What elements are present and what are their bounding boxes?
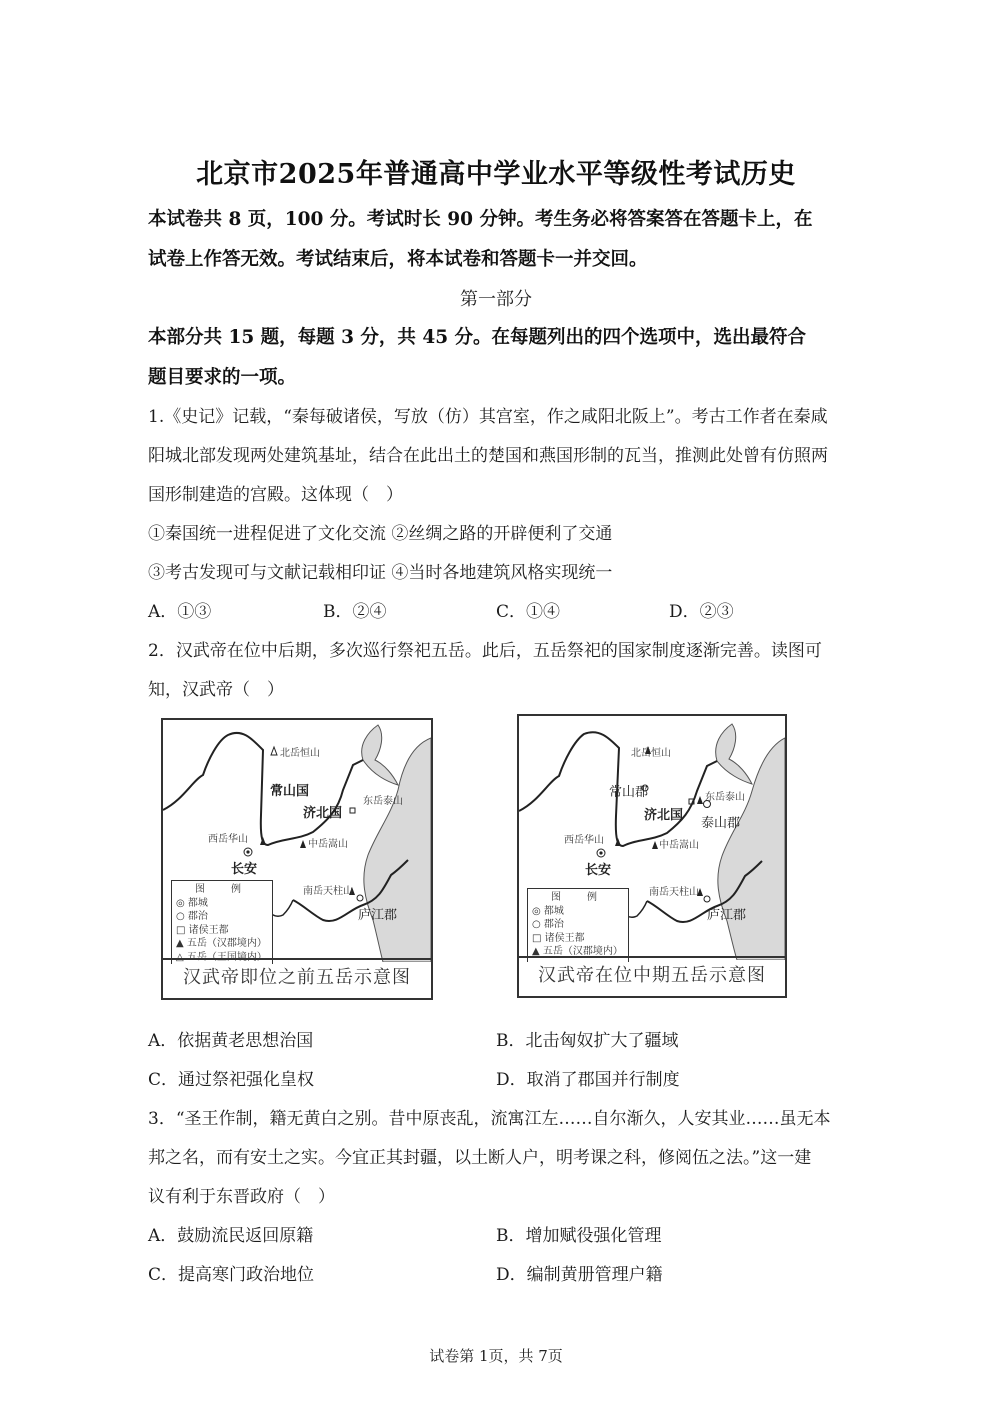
- label-lujiang: 庐江郡: [358, 908, 398, 923]
- label-jibei: 济北国: [303, 806, 343, 821]
- map-mid-reign: [517, 714, 787, 998]
- label-north-mountain: 北岳恒山: [280, 748, 320, 759]
- section-title: 第一部分: [460, 289, 532, 310]
- label-south-mountain: 南岳天柱山: [649, 887, 699, 898]
- mountain-center-icon: [300, 840, 306, 848]
- q2-option-d[interactable]: D．取消了郡国并行制度: [496, 1070, 680, 1090]
- section-instructions-line-1: 本部分共 15 题，每题 3 分，共 45 分。在每题列出的四个选项中，选出最符合: [148, 327, 807, 348]
- q1-option-c[interactable]: C．①④: [496, 602, 561, 622]
- map-before-accession: [161, 718, 433, 1000]
- legend-king-capital: □ 诸侯王都: [176, 924, 229, 936]
- label-changan: 长安: [585, 863, 612, 878]
- q1-stem-line-3: 国形制建造的宫殿。这体现（ ）: [148, 485, 403, 505]
- q2-option-b[interactable]: B．北击匈奴扩大了疆域: [496, 1031, 679, 1051]
- label-center-mountain: 中岳嵩山: [659, 840, 699, 851]
- label-jibei: 济北国: [644, 808, 684, 823]
- q3-stem-line-1: 3．“圣王作制，籍无黄白之别。昔中原丧乱，流寓江左……自尔渐久，人安其业……虽无本: [148, 1109, 831, 1129]
- mountain-west-icon: [260, 837, 266, 845]
- q1-stem-line-1: 1.《史记》记载，“秦每破诸侯，写放（仿）其宫室，作之咸阳北阪上”。考古工作者在秦咸: [148, 407, 828, 427]
- label-taishan: 泰山郡: [701, 816, 741, 831]
- q2-stem-line-1: 2．汉武帝在位中后期，多次巡行祭祀五岳。此后，五岳祭祀的国家制度逐渐完善。读图可: [148, 641, 822, 661]
- q1-option-a[interactable]: A．①③: [148, 602, 212, 622]
- q2-stem-line-2: 知，汉武帝（ ）: [148, 680, 284, 700]
- q1-stem-line-2: 阳城北部发现两处建筑基址，结合在此出土的楚国和燕国形制的瓦当，推测此处曾有仿照两: [148, 446, 828, 466]
- legend-capital: ◎ 都城: [532, 905, 564, 917]
- q1-option-b[interactable]: B．②④: [323, 602, 387, 622]
- legend-mountain-han: ▲ 五岳（汉郡境内）: [176, 938, 267, 949]
- label-changan: 长安: [231, 862, 258, 877]
- q3-stem-line-3: 议有利于东晋政府（ ）: [148, 1187, 335, 1207]
- exam-title: 北京市2025年普通高中学业水平等级性考试历史: [196, 159, 796, 190]
- q1-statements-line-2: ③考古发现可与文献记载相印证 ④当时各地建筑风格实现统一: [148, 563, 613, 583]
- legend-king-capital: □ 诸侯王都: [532, 932, 585, 944]
- legend-capital: ◎ 都城: [176, 897, 208, 909]
- label-center-mountain: 中岳嵩山: [308, 839, 348, 850]
- q3-option-c[interactable]: C．提高寒门政治地位: [148, 1265, 315, 1285]
- map-caption: 汉武帝即位之前五岳示意图: [163, 958, 431, 998]
- q1-statements-line-1: ①秦国统一进程促进了文化交流 ②丝绸之路的开辟便利了交通: [148, 524, 613, 544]
- q1-option-d[interactable]: D．②③: [669, 602, 734, 622]
- page-footer: 试卷第 1页，共 7页: [429, 1347, 563, 1365]
- mountain-east-icon: [697, 796, 703, 804]
- label-north-mountain: 北岳恒山: [631, 748, 671, 759]
- q3-option-a[interactable]: A．鼓励流民返回原籍: [148, 1226, 314, 1246]
- label-changshan: 常山国: [270, 784, 310, 799]
- q3-option-d[interactable]: D．编制黄册管理户籍: [496, 1265, 663, 1285]
- label-east-mountain: 东岳泰山: [705, 792, 745, 803]
- label-south-mountain: 南岳天柱山: [303, 886, 353, 897]
- instructions-line-2: 试卷上作答无效。考试结束后，将本试卷和答题卡一并交回。: [148, 249, 648, 270]
- instructions-line-1: 本试卷共 8 页，100 分。考试时长 90 分钟。考生务必将答案答在答题卡上，在: [148, 209, 813, 230]
- map-legend: 图 例 ◎ 都城 ○ 郡治 □ 诸侯王都 ▲ 五岳（汉郡境内） △ 五岳（王国境内）: [171, 880, 273, 964]
- legend-commandery: ○ 郡治: [532, 919, 564, 930]
- section-instructions-line-2: 题目要求的一项。: [148, 367, 297, 388]
- q2-option-c[interactable]: C．通过祭祀强化皇权: [148, 1070, 315, 1090]
- label-west-mountain: 西岳华山: [564, 835, 604, 846]
- label-changshan: 常山郡: [609, 785, 649, 800]
- commandery-lujiang-icon: [704, 896, 710, 902]
- q3-option-b[interactable]: B．增加赋役强化管理: [496, 1226, 662, 1246]
- legend-mountain-han: ▲ 五岳（汉郡境内）: [532, 946, 623, 957]
- map-legend: 图 例 ◎ 都城 ○ 郡治 □ 诸侯王都 ▲ 五岳（汉郡境内）: [527, 888, 629, 962]
- commandery-lujiang-icon: [357, 895, 363, 901]
- mountain-west-icon: [615, 838, 621, 846]
- mountain-center-icon: [652, 841, 658, 849]
- q2-option-a[interactable]: A．依据黄老思想治国: [148, 1031, 314, 1051]
- mountain-north-hollow-icon: [271, 747, 277, 755]
- label-lujiang: 庐江郡: [707, 908, 747, 923]
- label-east-mountain: 东岳泰山: [363, 796, 403, 807]
- map-caption: 汉武帝在位中期五岳示意图: [519, 956, 785, 996]
- legend-mountain-kingdom: △ 五岳（王国境内）: [176, 951, 267, 963]
- legend-commandery: ○ 郡治: [176, 911, 208, 922]
- q3-stem-line-2: 邦之名，而有安土之实。今宜正其封疆，以土断人户，明考课之科，修阅伍之法。”这一建: [148, 1148, 812, 1168]
- king-capital-jibei-icon: [350, 808, 355, 813]
- label-west-mountain: 西岳华山: [208, 834, 248, 845]
